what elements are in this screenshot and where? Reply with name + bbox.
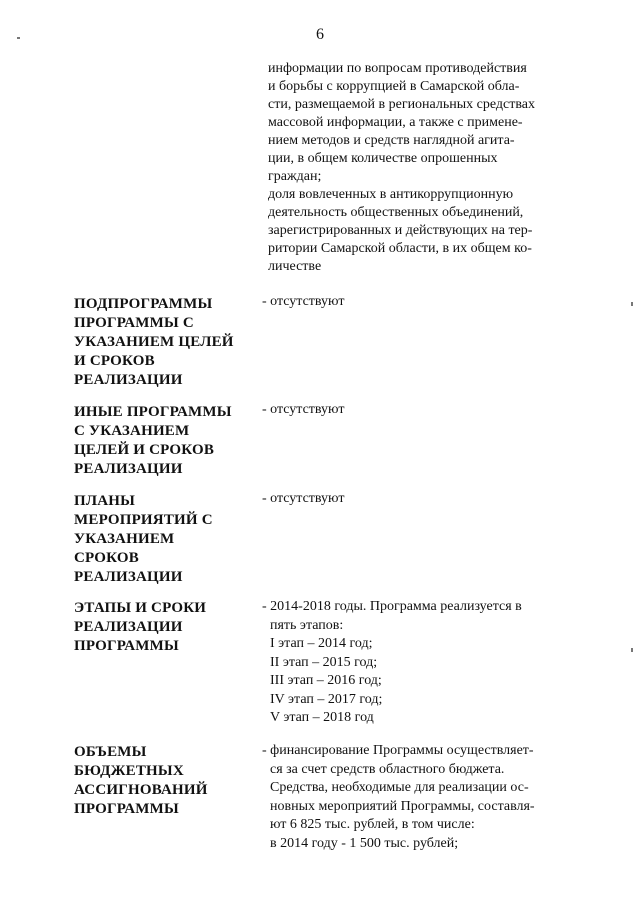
label-line: УКАЗАНИЕМ: [74, 531, 175, 547]
label-line: СРОКОВ: [74, 550, 139, 566]
value-line: IV этап – 2017 год;: [270, 691, 383, 707]
value-line: - отсутствуют: [262, 402, 345, 417]
top-text-line: зарегистрированных и действующих на тер-: [268, 223, 533, 238]
top-text-line: массовой информации, а также с примене-: [268, 115, 523, 130]
top-text-line: сти, размещаемой в региональных средствах: [268, 97, 535, 112]
label-line: УКАЗАНИЕМ ЦЕЛЕЙ: [74, 334, 234, 350]
label-line: РЕАЛИЗАЦИИ: [74, 461, 183, 477]
top-text-line: ритории Самарской области, в их общем ко-: [268, 241, 532, 256]
row-value: [262, 742, 566, 853]
scan-mark: [631, 302, 633, 306]
row-value: [262, 401, 566, 420]
label-line: ОБЪЕМЫ: [74, 744, 147, 760]
row-value: [262, 293, 566, 312]
label-line: РЕАЛИЗАЦИИ: [74, 372, 183, 388]
value-line: III этап – 2016 год;: [270, 673, 382, 688]
page-number: 6: [316, 26, 324, 43]
scan-mark: [631, 648, 633, 652]
value-line: в 2014 году - 1 500 тыс. рублей;: [270, 835, 459, 851]
label-line: ЭТАПЫ И СРОКИ: [74, 600, 207, 616]
top-text-line: нием методов и средств наглядной агита-: [268, 133, 515, 148]
row-label: [74, 492, 246, 587]
value-line: ют 6 825 тыс. рублей, в том числе:: [270, 817, 475, 832]
label-line: ЦЕЛЕЙ И СРОКОВ: [74, 442, 215, 458]
value-line: - отсутствуют: [262, 294, 345, 309]
row-label: [74, 599, 246, 656]
top-text-line: ции, в общем количестве опрошенных: [268, 151, 498, 166]
label-line: С УКАЗАНИЕМ: [74, 423, 190, 439]
label-line: ПОДПРОГРАММЫ: [74, 296, 213, 312]
label-line: ПРОГРАММЫ: [74, 638, 179, 654]
label-line: ПЛАНЫ: [74, 493, 136, 509]
label-line: РЕАЛИЗАЦИИ: [74, 569, 183, 585]
label-line: АССИГНОВАНИЙ: [74, 782, 208, 798]
row-value: [262, 490, 566, 509]
label-line: РЕАЛИЗАЦИИ: [74, 619, 183, 635]
row-label: [74, 743, 246, 819]
label-line: МЕРОПРИЯТИЙ С: [74, 512, 213, 528]
value-line: V этап – 2018 год: [270, 710, 374, 725]
value-line: II этап – 2015 год;: [270, 654, 378, 670]
top-text-line: деятельность общественных объединений,: [268, 205, 524, 220]
value-line: новных мероприятий Программы, составля-: [270, 798, 535, 814]
row-label: [74, 403, 246, 479]
value-line: I этап – 2014 год;: [270, 636, 373, 651]
label-line: ИНЫЕ ПРОГРАММЫ: [74, 404, 232, 420]
label-line: И СРОКОВ: [74, 353, 155, 369]
top-text-line: информации по вопросам противодействия: [268, 61, 527, 76]
value-line: - отсутствуют: [262, 491, 345, 506]
value-line: Средства, необходимые для реализации ос-: [270, 780, 529, 795]
value-line: - финансирование Программы осуществляет-: [262, 743, 534, 758]
top-text-line: личестве: [268, 259, 322, 274]
top-text-block: [268, 60, 566, 276]
top-text-line: доля вовлеченных в антикоррупционную: [268, 187, 514, 202]
label-line: ПРОГРАММЫ С: [74, 315, 194, 331]
scan-mark: [17, 37, 20, 39]
top-text-line: и борьбы с коррупцией в Самарской обла-: [268, 79, 520, 94]
label-line: БЮДЖЕТНЫХ: [74, 763, 184, 779]
value-line: - 2014-2018 годы. Программа реализуется в: [262, 599, 522, 614]
row-label: [74, 295, 246, 390]
value-line: пять этапов:: [270, 617, 344, 633]
label-line: ПРОГРАММЫ: [74, 801, 179, 817]
top-text-line: граждан;: [268, 169, 322, 184]
value-line: ся за счет средств областного бюджета.: [270, 761, 505, 777]
row-value: [262, 598, 566, 728]
